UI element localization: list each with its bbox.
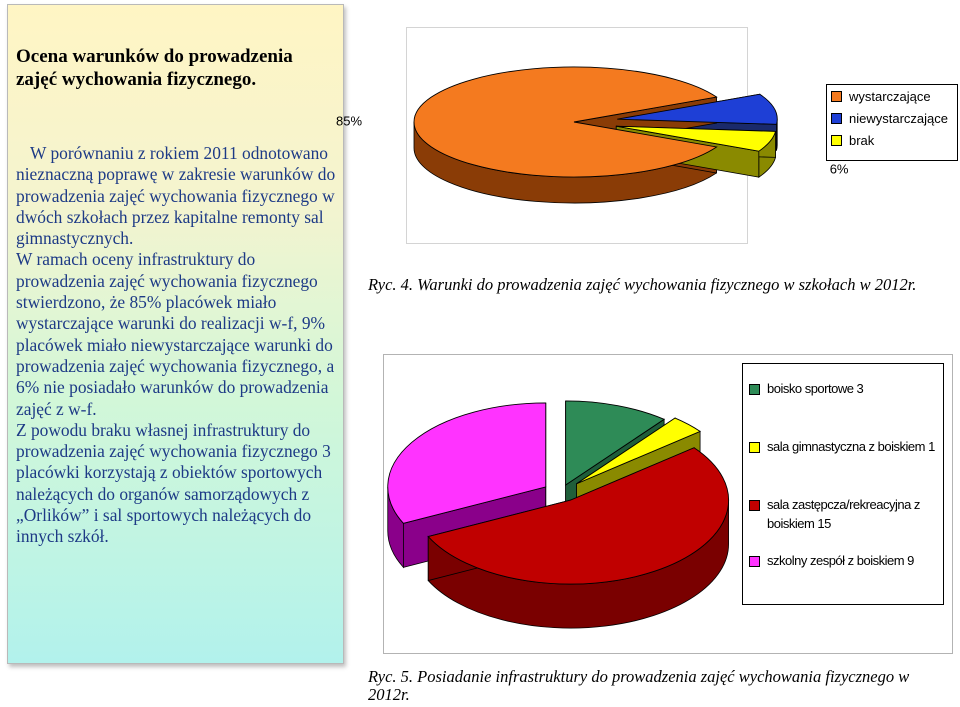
legend-swatch — [749, 442, 760, 453]
legend-label: wystarczające — [849, 88, 931, 104]
legend-item-sala-zastepcza — [749, 495, 937, 533]
legend-swatch — [749, 384, 760, 395]
legend-label: brak — [849, 132, 875, 148]
chart1-pie — [335, 20, 849, 260]
legend-item-szkolny-zespol — [749, 551, 914, 570]
data-label-brak: 6% — [829, 161, 849, 177]
description-panel — [7, 4, 344, 664]
legend-item-sala-gimnastyczna — [749, 437, 935, 456]
legend-label: sala gimnastyczna z boiskiem 1 — [767, 439, 935, 454]
legend-item-niewystarczajace — [827, 107, 957, 129]
data-label-wystarczaja-ce: 85% — [335, 113, 363, 129]
paragraph-assessment: W ramach oceny infrastruktury do prowadzenia zajęć wychowania fizycznego stwierdzono, że 85% placówek miało wystarczające warunki do realizacji w-f, 9% placówek miało niewystarczające warunki do prowadzenia zajęć wychowania fizycznego, a 6% nie posiadało warunków do prowadzenia zajęć z w-f. — [16, 249, 335, 419]
legend-swatch — [749, 556, 760, 567]
legend-swatch — [749, 500, 760, 511]
paragraph-comparison: W porównaniu z rokiem 2011 odnotowano nieznaczną poprawę w zakresie warunków do prowadzenia zajęć wychowania fizycznego w dwóch szkołach przez kapitalne remonty sal gimnastycznych. — [16, 143, 336, 249]
legend-label: boisko sportowe 3 — [767, 381, 864, 396]
chart1-legend — [826, 84, 958, 161]
legend-swatch — [831, 91, 842, 102]
chart2-caption: Ryc. 5. Posiadanie infrastruktury do prowadzenia zajęć wychowania fizycznego w 2012r. — [368, 667, 910, 704]
panel-body — [16, 143, 342, 548]
legend-item-wystarczajace — [827, 85, 957, 107]
chart2-pie — [383, 354, 743, 652]
legend-swatch — [831, 113, 842, 124]
chart2-legend — [742, 363, 944, 605]
legend-item-boisko-sportowe — [749, 379, 863, 398]
legend-item-brak — [827, 129, 957, 151]
panel-title: Ocena warunków do prowadzenia zajęć wychowania fizycznego. — [16, 46, 293, 90]
legend-label: szkolny zespół z boiskiem 9 — [767, 553, 914, 568]
legend-label: sala zastępcza/rekreacyjna z boiskiem 15 — [767, 497, 920, 531]
paragraph-infrastructure: Z powodu braku własnej infrastruktury do prowadzenia zajęć wychowania fizycznego 3 placówki korzystają z obiektów sportowych należących do organów samorządowych z „Orlików” i sal sportowych należących do innych szkół. — [16, 419, 331, 547]
legend-swatch — [831, 135, 842, 146]
legend-label: niewystarczające — [849, 110, 948, 126]
chart1-caption: Ryc. 4. Warunki do prowadzenia zajęć wychowania fizycznego w szkołach w 2012r. — [368, 275, 917, 294]
